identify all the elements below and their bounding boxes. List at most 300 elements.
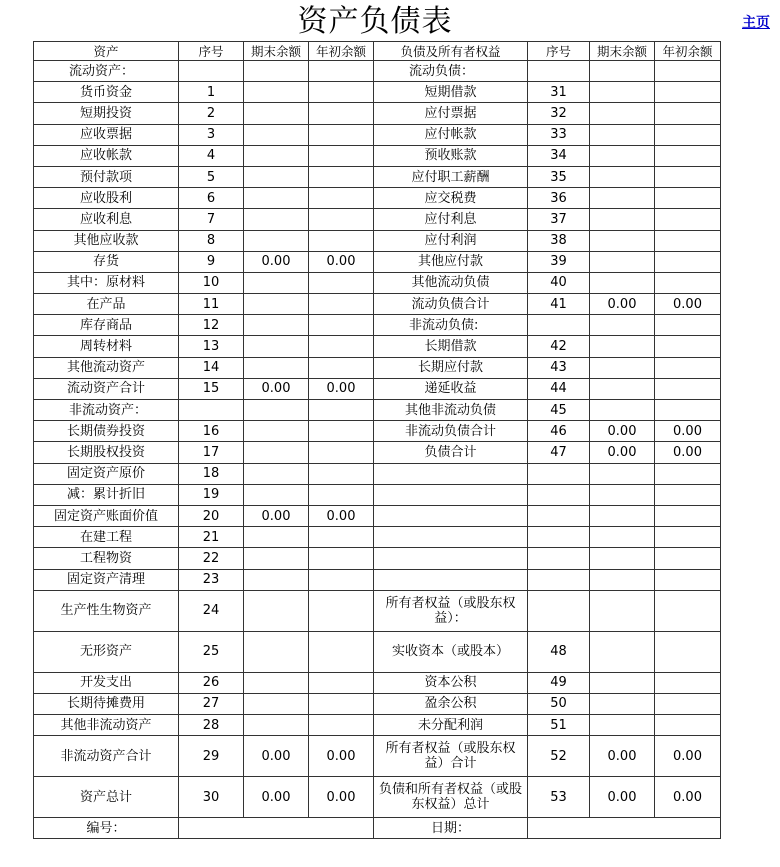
table-cell: 资本公积 <box>374 672 528 693</box>
table-cell <box>528 527 590 548</box>
table-cell: 生产性生物资产 <box>34 590 179 631</box>
table-cell <box>528 569 590 590</box>
table-cell <box>655 548 721 569</box>
table-cell: 51 <box>528 715 590 736</box>
table-row <box>34 145 721 166</box>
table-cell: 36 <box>528 188 590 209</box>
table-cell <box>244 400 309 421</box>
table-cell: 47 <box>528 442 590 463</box>
table-cell: 0.00 <box>244 736 309 777</box>
table-cell <box>655 336 721 357</box>
table-cell <box>655 715 721 736</box>
table-row <box>34 484 721 505</box>
table-cell <box>244 209 309 230</box>
table-row <box>34 82 721 103</box>
table-cell: 0.00 <box>244 251 309 272</box>
table-cell: 23 <box>179 569 244 590</box>
table-cell: 流动资产： <box>34 61 179 82</box>
table-cell <box>374 548 528 569</box>
table-cell: 在建工程 <box>34 527 179 548</box>
table-cell <box>590 400 655 421</box>
table-cell <box>309 463 374 484</box>
number-field[interactable] <box>179 818 374 839</box>
table-row <box>34 463 721 484</box>
table-cell: 31 <box>528 82 590 103</box>
table-cell <box>590 569 655 590</box>
date-label: 日期： <box>374 818 528 839</box>
table-cell: 未分配利润 <box>374 715 528 736</box>
table-cell <box>655 166 721 187</box>
table-cell: 资产总计 <box>34 777 179 818</box>
table-cell: 29 <box>179 736 244 777</box>
header-cell: 资产 <box>34 42 179 61</box>
table-cell: 24 <box>179 590 244 631</box>
table-cell: 应付职工薪酬 <box>374 166 528 187</box>
table-cell <box>590 693 655 714</box>
table-cell <box>590 230 655 251</box>
table-cell <box>244 463 309 484</box>
table-cell: 6 <box>179 188 244 209</box>
table-cell <box>309 103 374 124</box>
table-cell: 周转材料 <box>34 336 179 357</box>
table-cell: 其中：原材料 <box>34 272 179 293</box>
table-cell: 0.00 <box>309 251 374 272</box>
table-cell <box>655 357 721 378</box>
table-cell <box>655 315 721 336</box>
table-cell: 0.00 <box>655 421 721 442</box>
table-cell: 负债合计 <box>374 442 528 463</box>
table-cell: 0.00 <box>590 294 655 315</box>
table-cell: 流动负债合计 <box>374 294 528 315</box>
table-row <box>34 209 721 230</box>
table-cell <box>309 82 374 103</box>
table-cell <box>655 590 721 631</box>
table-cell <box>179 61 244 82</box>
table-cell <box>655 145 721 166</box>
table-cell: 48 <box>528 631 590 672</box>
table-cell <box>309 188 374 209</box>
table-cell: 0.00 <box>309 505 374 526</box>
table-cell <box>244 61 309 82</box>
table-row <box>34 103 721 124</box>
table-cell <box>655 400 721 421</box>
table-cell: 应付利息 <box>374 209 528 230</box>
table-row <box>34 294 721 315</box>
table-cell: 42 <box>528 336 590 357</box>
table-cell: 32 <box>528 103 590 124</box>
table-row <box>34 777 721 818</box>
table-cell <box>528 548 590 569</box>
table-cell <box>528 484 590 505</box>
table-row <box>34 336 721 357</box>
table-cell <box>590 357 655 378</box>
table-cell <box>528 61 590 82</box>
table-cell: 0.00 <box>655 294 721 315</box>
table-row <box>34 357 721 378</box>
table-row <box>34 124 721 145</box>
table-cell: 7 <box>179 209 244 230</box>
table-cell: 16 <box>179 421 244 442</box>
table-cell <box>590 272 655 293</box>
table-row <box>34 188 721 209</box>
table-cell <box>590 315 655 336</box>
table-cell <box>590 590 655 631</box>
table-cell <box>655 61 721 82</box>
table-cell <box>590 378 655 399</box>
table-cell: 货币资金 <box>34 82 179 103</box>
table-cell: 17 <box>179 442 244 463</box>
table-cell <box>179 400 244 421</box>
table-cell <box>244 590 309 631</box>
table-cell: 流动负债： <box>374 61 528 82</box>
header-cell: 负债及所有者权益 <box>374 42 528 61</box>
table-row <box>34 715 721 736</box>
table-row <box>34 166 721 187</box>
table-cell <box>244 272 309 293</box>
table-cell <box>309 693 374 714</box>
table-cell: 长期股权投资 <box>34 442 179 463</box>
table-cell: 0.00 <box>244 505 309 526</box>
table-cell: 其他应收款 <box>34 230 179 251</box>
table-cell <box>244 294 309 315</box>
table-cell: 固定资产清理 <box>34 569 179 590</box>
table-cell: 其他非流动负债 <box>374 400 528 421</box>
table-cell <box>590 505 655 526</box>
table-cell: 工程物资 <box>34 548 179 569</box>
table-cell <box>309 61 374 82</box>
table-row <box>34 736 721 777</box>
table-cell <box>590 715 655 736</box>
table-cell <box>590 527 655 548</box>
table-cell <box>655 672 721 693</box>
table-row <box>34 400 721 421</box>
table-cell <box>309 400 374 421</box>
table-cell: 2 <box>179 103 244 124</box>
table-cell: 43 <box>528 357 590 378</box>
table-row <box>34 61 721 82</box>
table-cell: 负债和所有者权益（或股东权益）总计 <box>374 777 528 818</box>
table-cell <box>309 527 374 548</box>
table-cell <box>244 188 309 209</box>
table-cell: 应收帐款 <box>34 145 179 166</box>
header-cell: 期末余额 <box>590 42 655 61</box>
table-cell: 18 <box>179 463 244 484</box>
table-cell <box>244 569 309 590</box>
table-cell: 应收票据 <box>34 124 179 145</box>
table-cell: 开发支出 <box>34 672 179 693</box>
table-cell <box>655 631 721 672</box>
table-cell: 49 <box>528 672 590 693</box>
table-cell: 应付帐款 <box>374 124 528 145</box>
table-cell <box>309 672 374 693</box>
table-cell <box>309 124 374 145</box>
table-cell <box>590 82 655 103</box>
table-cell <box>655 230 721 251</box>
table-cell: 在产品 <box>34 294 179 315</box>
table-cell <box>590 484 655 505</box>
home-link[interactable]: 主页 <box>742 15 770 31</box>
table-cell: 其他流动资产 <box>34 357 179 378</box>
table-cell: 11 <box>179 294 244 315</box>
table-cell: 30 <box>179 777 244 818</box>
table-row <box>34 505 721 526</box>
table-cell: 27 <box>179 693 244 714</box>
table-cell: 15 <box>179 378 244 399</box>
header-cell: 年初余额 <box>655 42 721 61</box>
table-cell: 38 <box>528 230 590 251</box>
table-cell <box>309 209 374 230</box>
table-cell: 34 <box>528 145 590 166</box>
table-cell <box>374 484 528 505</box>
table-cell <box>244 548 309 569</box>
table-cell: 长期待摊费用 <box>34 693 179 714</box>
table-row <box>34 442 721 463</box>
header-row <box>34 42 721 61</box>
table-cell: 非流动资产： <box>34 400 179 421</box>
table-cell: 长期借款 <box>374 336 528 357</box>
table-cell: 3 <box>179 124 244 145</box>
table-cell <box>244 230 309 251</box>
page-title: 资产负债表 <box>297 4 453 39</box>
table-row <box>34 272 721 293</box>
table-cell: 应收股利 <box>34 188 179 209</box>
table-cell: 0.00 <box>590 421 655 442</box>
table-cell <box>309 442 374 463</box>
table-cell: 0.00 <box>309 378 374 399</box>
table-cell <box>309 631 374 672</box>
table-cell <box>655 569 721 590</box>
table-cell: 50 <box>528 693 590 714</box>
table-cell: 0.00 <box>590 736 655 777</box>
table-cell <box>374 463 528 484</box>
table-cell: 19 <box>179 484 244 505</box>
table-cell: 41 <box>528 294 590 315</box>
table-cell: 22 <box>179 548 244 569</box>
table-cell: 预收账款 <box>374 145 528 166</box>
table-cell: 0.00 <box>655 777 721 818</box>
table-cell: 所有者权益（或股东权益）： <box>374 590 528 631</box>
table-row <box>34 315 721 336</box>
table-cell: 39 <box>528 251 590 272</box>
table-cell: 盈余公积 <box>374 693 528 714</box>
table-cell: 递延收益 <box>374 378 528 399</box>
table-cell <box>590 251 655 272</box>
table-cell: 非流动资产合计 <box>34 736 179 777</box>
table-cell: 1 <box>179 82 244 103</box>
table-cell <box>655 505 721 526</box>
table-cell: 33 <box>528 124 590 145</box>
table-cell: 其他流动负债 <box>374 272 528 293</box>
table-cell <box>309 272 374 293</box>
table-cell: 0.00 <box>309 777 374 818</box>
table-cell: 其他非流动资产 <box>34 715 179 736</box>
table-row <box>34 421 721 442</box>
table-cell: 25 <box>179 631 244 672</box>
table-cell: 5 <box>179 166 244 187</box>
table-cell <box>309 230 374 251</box>
table-cell <box>244 421 309 442</box>
table-cell: 14 <box>179 357 244 378</box>
date-field[interactable] <box>528 818 721 839</box>
table-cell <box>655 272 721 293</box>
table-cell <box>590 209 655 230</box>
table-cell: 库存商品 <box>34 315 179 336</box>
table-cell <box>309 357 374 378</box>
table-cell: 46 <box>528 421 590 442</box>
table-cell: 21 <box>179 527 244 548</box>
header-cell: 序号 <box>179 42 244 61</box>
footer-row <box>34 818 721 839</box>
table-cell: 0.00 <box>655 736 721 777</box>
table-cell: 预付款项 <box>34 166 179 187</box>
table-cell <box>528 505 590 526</box>
table-cell <box>655 527 721 548</box>
table-cell <box>590 145 655 166</box>
table-row <box>34 672 721 693</box>
table-cell <box>244 527 309 548</box>
table-cell: 存货 <box>34 251 179 272</box>
table-cell: 应付利润 <box>374 230 528 251</box>
table-cell: 20 <box>179 505 244 526</box>
table-cell <box>309 315 374 336</box>
table-cell: 实收资本（或股本） <box>374 631 528 672</box>
table-cell: 45 <box>528 400 590 421</box>
table-cell <box>244 631 309 672</box>
table-cell <box>590 103 655 124</box>
table-cell: 长期债券投资 <box>34 421 179 442</box>
table-cell <box>655 103 721 124</box>
table-cell <box>374 569 528 590</box>
table-cell: 28 <box>179 715 244 736</box>
table-cell <box>590 672 655 693</box>
table-cell: 其他应付款 <box>374 251 528 272</box>
table-cell: 53 <box>528 777 590 818</box>
table-cell: 短期借款 <box>374 82 528 103</box>
table-cell <box>655 693 721 714</box>
table-cell <box>309 421 374 442</box>
table-cell: 应付票据 <box>374 103 528 124</box>
table-cell <box>655 484 721 505</box>
table-cell: 流动资产合计 <box>34 378 179 399</box>
table-cell <box>309 145 374 166</box>
table-cell: 短期投资 <box>34 103 179 124</box>
table-cell <box>244 484 309 505</box>
table-cell <box>309 336 374 357</box>
table-cell <box>309 166 374 187</box>
table-cell: 0.00 <box>244 378 309 399</box>
table-cell: 40 <box>528 272 590 293</box>
table-cell <box>309 590 374 631</box>
table-cell <box>655 124 721 145</box>
table-cell: 非流动负债合计 <box>374 421 528 442</box>
table-cell <box>590 548 655 569</box>
table-cell <box>244 166 309 187</box>
table-cell: 减：累计折旧 <box>34 484 179 505</box>
table-cell: 应收利息 <box>34 209 179 230</box>
table-cell: 8 <box>179 230 244 251</box>
table-cell <box>655 378 721 399</box>
table-cell: 4 <box>179 145 244 166</box>
table-cell: 0.00 <box>590 777 655 818</box>
table-cell: 52 <box>528 736 590 777</box>
table-cell <box>590 631 655 672</box>
table-cell <box>309 548 374 569</box>
table-cell <box>309 715 374 736</box>
table-cell: 37 <box>528 209 590 230</box>
table-cell <box>244 672 309 693</box>
balance-sheet-table <box>33 41 721 839</box>
table-cell <box>590 166 655 187</box>
table-cell <box>309 294 374 315</box>
table-cell <box>528 463 590 484</box>
table-row <box>34 548 721 569</box>
table-row <box>34 590 721 631</box>
table-row <box>34 230 721 251</box>
table-row <box>34 251 721 272</box>
table-cell <box>590 188 655 209</box>
table-cell <box>244 82 309 103</box>
table-row <box>34 378 721 399</box>
table-cell <box>244 145 309 166</box>
table-row <box>34 527 721 548</box>
table-cell <box>590 124 655 145</box>
table-cell <box>655 188 721 209</box>
table-cell: 44 <box>528 378 590 399</box>
table-row <box>34 631 721 672</box>
table-cell <box>244 357 309 378</box>
number-label: 编号： <box>34 818 179 839</box>
table-cell <box>528 590 590 631</box>
table-cell: 0.00 <box>244 777 309 818</box>
table-cell <box>655 463 721 484</box>
table-cell: 长期应付款 <box>374 357 528 378</box>
table-cell <box>590 61 655 82</box>
header-cell: 期末余额 <box>244 42 309 61</box>
table-cell <box>244 124 309 145</box>
table-cell: 应交税费 <box>374 188 528 209</box>
table-cell <box>309 569 374 590</box>
table-cell: 0.00 <box>655 442 721 463</box>
table-cell <box>590 336 655 357</box>
table-cell: 无形资产 <box>34 631 179 672</box>
table-cell: 12 <box>179 315 244 336</box>
table-cell <box>244 315 309 336</box>
table-cell <box>244 693 309 714</box>
header-cell: 年初余额 <box>309 42 374 61</box>
table-cell: 0.00 <box>309 736 374 777</box>
table-cell: 0.00 <box>590 442 655 463</box>
table-row <box>34 693 721 714</box>
table-cell <box>244 103 309 124</box>
table-cell <box>655 209 721 230</box>
table-cell: 9 <box>179 251 244 272</box>
table-cell: 固定资产账面价值 <box>34 505 179 526</box>
table-cell: 所有者权益（或股东权益）合计 <box>374 736 528 777</box>
table-cell <box>655 251 721 272</box>
table-cell <box>244 715 309 736</box>
table-cell <box>374 527 528 548</box>
table-cell: 10 <box>179 272 244 293</box>
table-row <box>34 569 721 590</box>
header-cell: 序号 <box>528 42 590 61</box>
table-cell <box>590 463 655 484</box>
table-cell: 35 <box>528 166 590 187</box>
table-cell: 26 <box>179 672 244 693</box>
table-cell <box>528 315 590 336</box>
table-cell <box>309 484 374 505</box>
table-cell <box>374 505 528 526</box>
table-cell: 固定资产原价 <box>34 463 179 484</box>
